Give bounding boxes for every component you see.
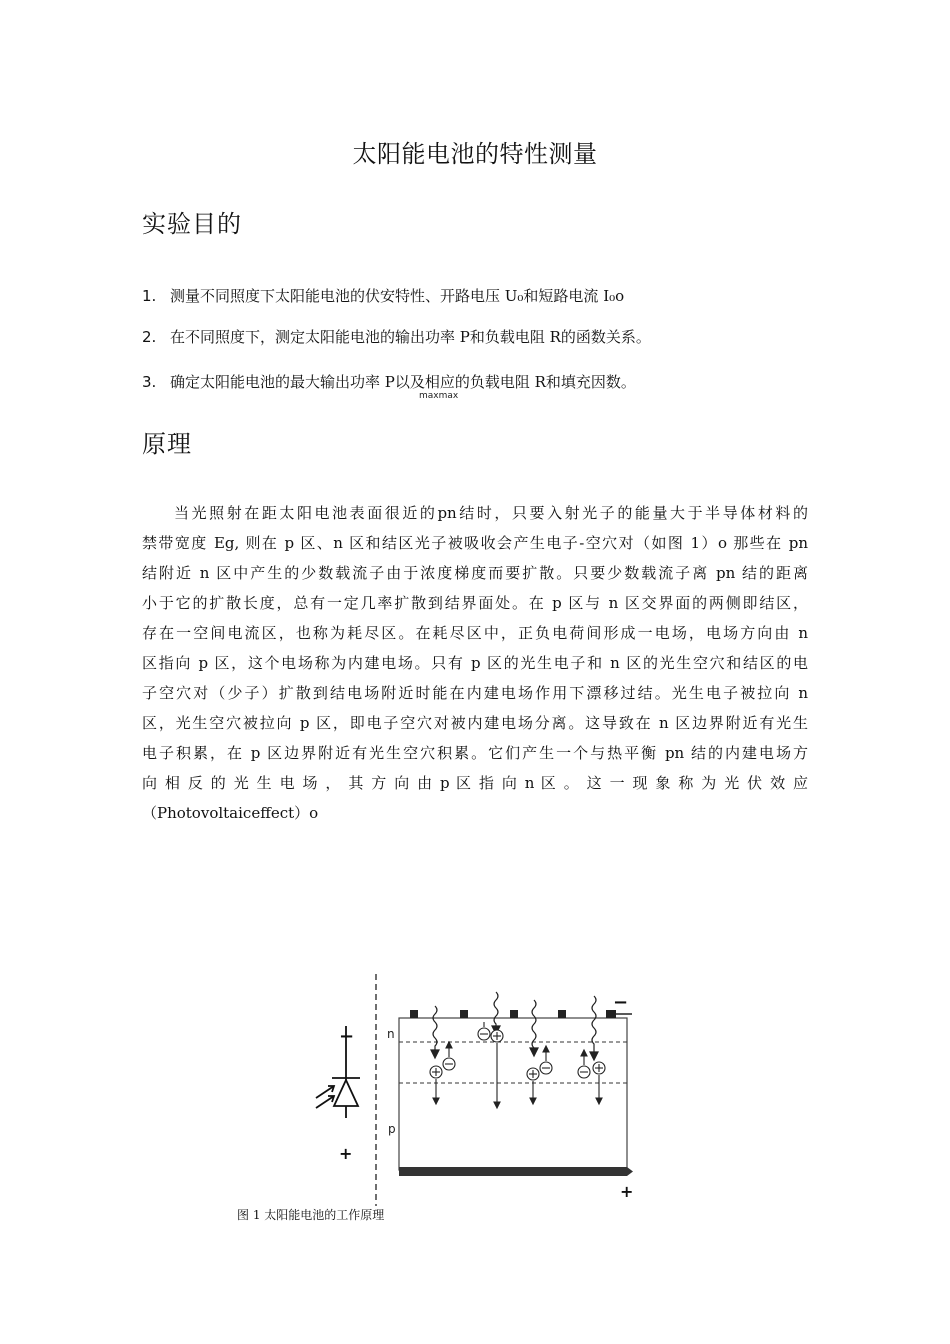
objective-item-3 <box>142 370 636 394</box>
bottom-plus-sign: + <box>620 1182 634 1201</box>
cell-body <box>399 1018 627 1170</box>
objective-item-2 <box>142 325 651 349</box>
paragraph-line: 结附近 n 区中产生的少数载流子由于浓度梯度而要扩散。只要少数载流子离 pn 结的距离 <box>142 564 808 582</box>
p-region-label: p <box>388 1122 396 1136</box>
heading-principle: 原理 <box>142 430 192 458</box>
bottom-electrode <box>399 1167 627 1176</box>
paragraph-line: 小于它的扩散长度，总有一定几率扩散到结界面处。在 p 区与 n 区交界面的两侧即结区， <box>142 594 808 612</box>
n-region-label: n <box>387 1027 395 1041</box>
principle-paragraph <box>142 498 808 828</box>
figure-caption: 图 1 太阳能电池的工作原理 <box>237 1208 385 1222</box>
paragraph-line: 子空穴对（少子）扩散到结电场附近时能在内建电场作用下漂移过结。光生电子被拉向 n <box>142 684 808 702</box>
paragraph-line: 禁带宽度 Eg, 则在 p 区、n 区和结区光子被吸收会产生电子-空穴对（如图 1）o 那些在 pn <box>142 534 808 552</box>
subscript-note: maxmax <box>419 391 459 401</box>
list-text: 在不同照度下，测定太阳能电池的输出功率 P和负载电阻 R的函数关系。 <box>170 328 651 346</box>
heading-objective: 实验目的 <box>142 210 242 238</box>
list-number: 3. <box>142 373 157 391</box>
paragraph-line: 区，光生空穴被拉向 p 区，即电子空穴对被内建电场分离。这导致在 n 区边界附近有光生 <box>142 714 808 732</box>
paragraph-line: 电子积累，在 p 区边界附近有光生空穴积累。它们产生一个与热平衡 pn 结的内建电场方 <box>142 744 808 762</box>
solar-cell-diagram <box>300 968 650 1208</box>
page-title: 太阳能电池的特性测量 <box>352 140 598 168</box>
top-minus-sign: − <box>613 992 629 1013</box>
top-contacts <box>410 1010 616 1018</box>
objective-item-1 <box>142 284 624 308</box>
diode-plus-sign: + <box>339 1144 353 1163</box>
paragraph-line: 存在一空间电流区，也称为耗尽区。在耗尽区中，正负电荷间形成一电场，电场方向由 n <box>142 624 808 642</box>
paragraph-line: （Photovoltaiceffect）o <box>142 804 319 822</box>
list-number: 2. <box>142 328 157 346</box>
list-number: 1. <box>142 287 157 305</box>
paragraph-line: 当光照射在距太阳电池表面很近的pn结时，只要入射光子的能量大于半导体材料的 <box>174 504 808 522</box>
paragraph-line: 向 相 反 的 光 生 电 场 ， 其 方 向 由 p 区 指 向 n 区 。 这 一 现 象 称 为 光 伏 效 应 <box>142 774 808 792</box>
list-text: 测量不同照度下太阳能电池的伏安特性、开路电压 U₀和短路电流 I₀o <box>170 287 625 305</box>
bottom-electrode-tip <box>627 1167 633 1176</box>
list-text: 确定太阳能电池的最大输出功率 P以及相应的负载电阻 R和填充因数。 <box>170 373 636 391</box>
diode-minus-sign: − <box>339 1026 355 1047</box>
paragraph-line: 区指向 p 区，这个电场称为内建电场。只有 p 区的光生电子和 n 区的光生空穴和结区的电 <box>142 654 808 672</box>
